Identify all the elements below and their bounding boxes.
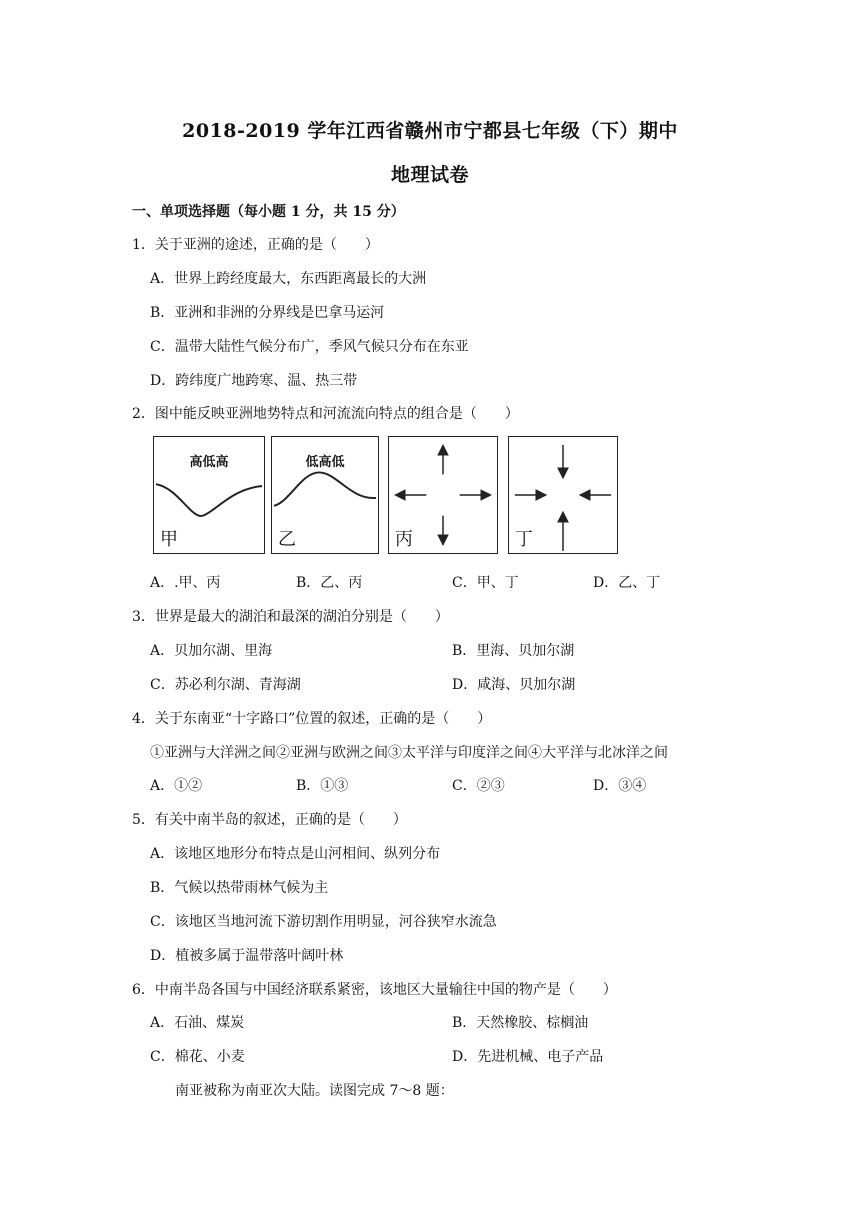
intro-questions-7-8: 南亚被称为南亚次大陆。读图完成 7～8 题： xyxy=(175,1083,454,1099)
question-5-option-c: C．该地区当地河流下游切割作用明显，河谷狭窄水流急 xyxy=(150,914,497,930)
question-5-option-d: D．植被多属于温带落叶阔叶林 xyxy=(150,948,344,964)
section-heading: 一、单项选择题（每小题 1 分，共 15 分） xyxy=(132,204,405,220)
question-2-stem: 2．图中能反映亚洲地势特点和河流流向特点的组合是（ ） xyxy=(132,406,519,422)
question-1-option-b: B．亚洲和非洲的分界线是巴拿马运河 xyxy=(150,305,385,321)
question-1-option-a: A．世界上跨经度最大，东西距离最长的大洲 xyxy=(150,271,427,287)
question-5-option-b: B．气候以热带雨林气候为主 xyxy=(150,880,329,896)
question-6-option-d: D．先进机械、电子产品 xyxy=(452,1049,604,1065)
figure-bing-label: 丙 xyxy=(395,529,413,550)
question-4-option-a: A．①② xyxy=(150,778,203,794)
question-4-option-b: B．①③ xyxy=(296,778,349,794)
question-3-option-c: C．苏必利尔湖、青海湖 xyxy=(150,677,301,693)
figure-jia xyxy=(153,436,265,554)
figure-ding xyxy=(508,436,618,554)
question-1-option-c: C．温带大陆性气候分布广，季风气候只分布在东亚 xyxy=(150,339,469,355)
question-1-stem: 1．关于亚洲的途述，正确的是（ ） xyxy=(132,237,379,253)
figure-jia-label: 甲 xyxy=(160,529,178,550)
question-4-statements: ①亚洲与大洋洲之间②亚洲与欧洲之间③太平洋与印度洋之间④大平洋与北冰洋之间 xyxy=(150,745,668,761)
figure-yi xyxy=(271,436,379,554)
question-3-stem: 3．世界是最大的湖泊和最深的湖泊分别是（ ） xyxy=(132,609,449,625)
figure-jia-caption: 高低高 xyxy=(189,455,229,470)
question-2-option-c: C．甲、丁 xyxy=(452,575,519,591)
question-6-option-a: A．石油、煤炭 xyxy=(150,1015,245,1031)
question-4-option-c: C．②③ xyxy=(452,778,505,794)
question-2-option-b: B．乙、丙 xyxy=(296,575,363,591)
question-3-option-a: A．贝加尔湖、里海 xyxy=(150,643,273,659)
question-4-stem: 4．关于东南亚“十字路口”位置的叙述，正确的是（ ） xyxy=(132,711,492,727)
question-1-option-d: D．跨纬度广地跨寒、温、热三带 xyxy=(150,373,358,389)
exam-title-line2: 地理试卷 xyxy=(390,164,469,186)
question-6-option-c: C．棉花、小麦 xyxy=(150,1049,245,1065)
question-4-option-d: D．③④ xyxy=(593,778,647,794)
exam-title-line1: 2018-2019 学年江西省赣州市宁都县七年级（下）期中 xyxy=(182,120,678,142)
question-3-option-d: D．咸海、贝加尔湖 xyxy=(452,677,576,693)
figure-yi-label: 乙 xyxy=(278,529,296,550)
question-3-option-b: B．里海、贝加尔湖 xyxy=(452,643,575,659)
figure-bing xyxy=(388,436,498,554)
question-2-option-a: A．.甲、丙 xyxy=(150,575,221,591)
figure-ding-label: 丁 xyxy=(515,529,533,550)
question-2-option-d: D．乙、丁 xyxy=(593,575,661,591)
question-5-option-a: A．该地区地形分布特点是山河相间、纵列分布 xyxy=(150,846,441,862)
question-5-stem: 5．有关中南半岛的叙述，正确的是（ ） xyxy=(132,812,407,828)
question-6-option-b: B．天然橡胶、棕榈油 xyxy=(452,1015,589,1031)
figure-yi-caption: 低高低 xyxy=(305,455,345,470)
question-6-stem: 6．中南半岛各国与中国经济联系紧密，该地区大量输往中国的物产是（ ） xyxy=(132,982,617,998)
